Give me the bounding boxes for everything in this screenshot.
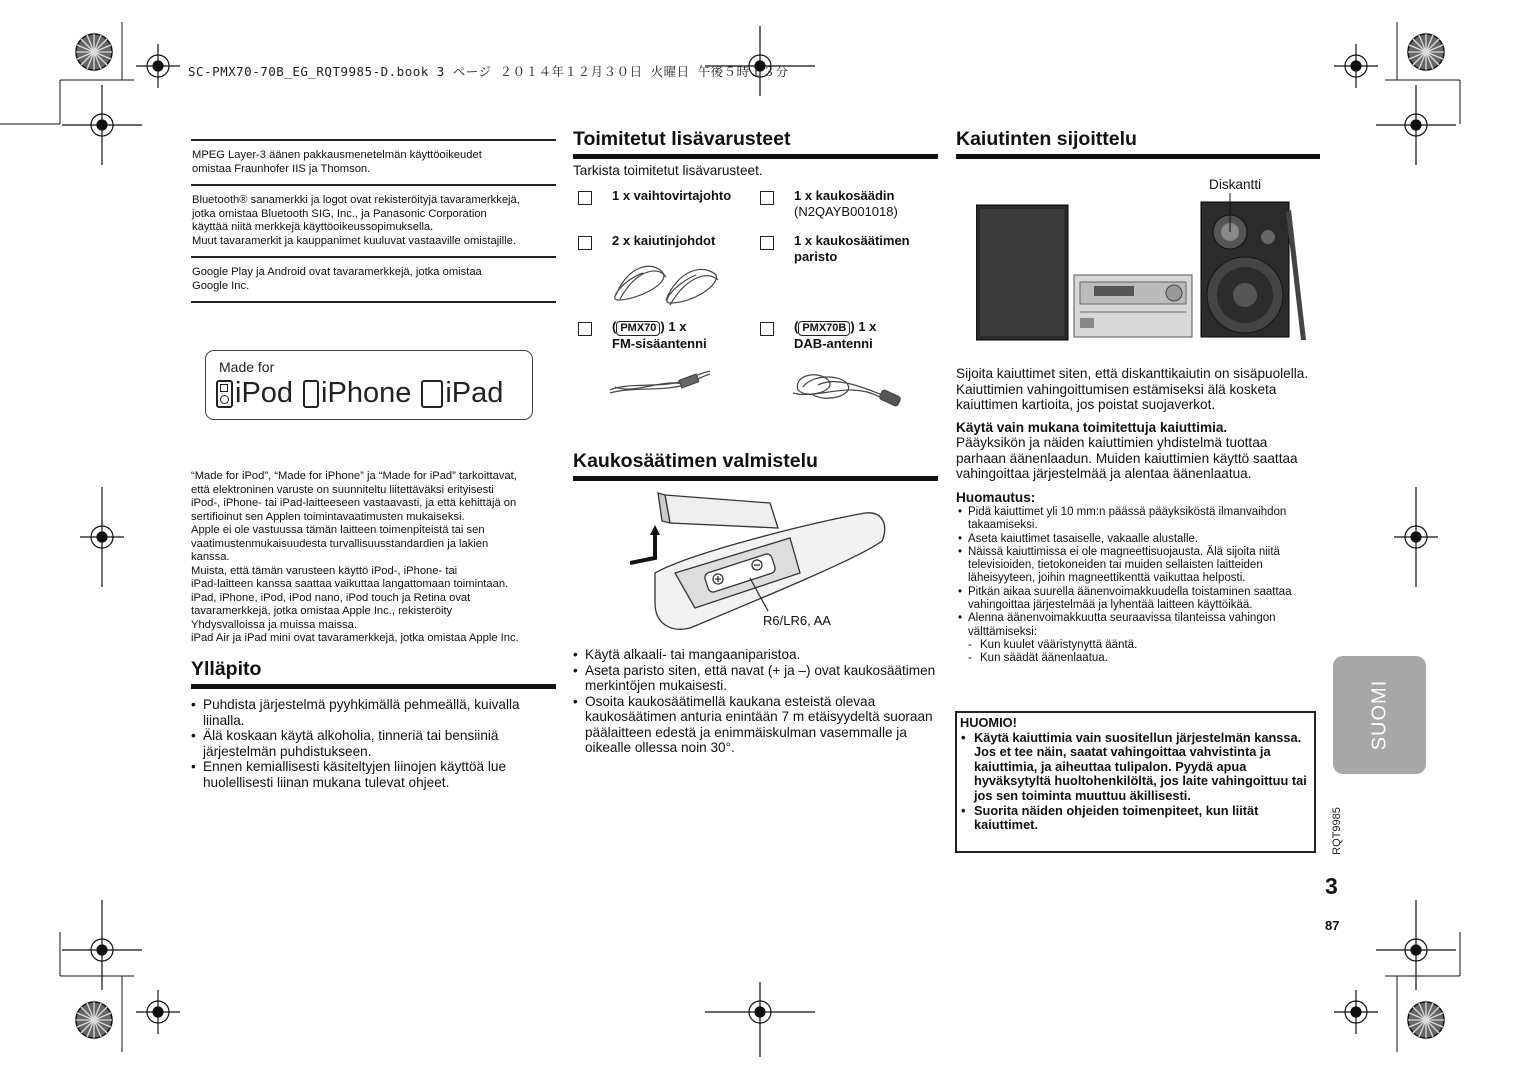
accessory-label: 1 x vaihtovirtajohto bbox=[612, 188, 732, 203]
bluetooth-notice bbox=[191, 184, 556, 256]
checkbox[interactable] bbox=[760, 322, 774, 336]
language-label: SUOMI bbox=[1368, 679, 1390, 751]
speaker-cables-illustration bbox=[608, 255, 723, 310]
made-for-description bbox=[191, 470, 556, 646]
mf-line: iPad Air ja iPad mini ovat tavaramerkkejä, jotka omistaa Apple Inc. bbox=[191, 632, 519, 644]
checkbox[interactable] bbox=[760, 191, 774, 205]
caution-item: • Suorita näiden ohjeiden toimenpiteet, kun liität kaiuttimet. bbox=[960, 804, 1314, 833]
remote-prep-list bbox=[573, 647, 938, 756]
dab-antenna-illustration bbox=[788, 365, 908, 413]
mf-line: että elektroninen varuste on suunniteltu liitettäväksi erityisesti bbox=[191, 483, 494, 496]
bt-line-2: jotka omistaa Bluetooth SIG, Inc., ja Panasonic Corporation bbox=[192, 207, 487, 220]
bt-line-4: Muut tavaramerkit ja kauppanimet kuuluvat vastaaville omistajille. bbox=[192, 234, 516, 247]
ipod-icon bbox=[216, 380, 233, 408]
iphone-label: iPhone bbox=[321, 377, 412, 409]
note-item: • Alenna äänenvoimakkuutta seuraavissa tilanteissa vahingon välttämiseksi: bbox=[956, 612, 1320, 639]
paragraph: Sijoita kaiuttimet siten, että diskanttikaiutin on sisäpuolella. Kaiuttimien vahingoittumisen estämiseksi älä kosketa kaiuttimen kartioita, jos poistat suojaverkot. bbox=[956, 366, 1309, 412]
remote-battery-illustration bbox=[630, 483, 890, 633]
maintenance-section bbox=[191, 657, 556, 790]
list-item: • Osoita kaukosäätimellä kaukana esteistä olevaa kaukosäätimen anturia enintään 7 m etäisyydeltä suoraan päälaitteen edestä ja enimmäiskulman vasemmalle ja oikealle ollessa noin 30°. bbox=[573, 694, 938, 756]
mf-line: iPad, iPhone, iPod, iPod nano, iPod touch ja Retina ovat bbox=[191, 591, 471, 604]
remote-prep-heading: Kaukosäätimen valmistelu bbox=[573, 449, 938, 481]
accessory-model: (N2QAYB001018) bbox=[794, 204, 898, 219]
caution-box bbox=[955, 711, 1316, 853]
accessories-heading: Toimitetut lisävarusteet bbox=[573, 127, 938, 159]
list-item: • Ennen kemiallisesti käsiteltyjen liinojen käyttöä lue huolellisesti liinan mukana tulevat ohjeet. bbox=[191, 759, 556, 790]
speaker-placement-section bbox=[956, 127, 1320, 159]
note-subitem: - Kun säädät äänenlaatua. bbox=[956, 652, 1320, 665]
speaker-system-illustration bbox=[976, 190, 1312, 342]
accessory-label: 1 x bbox=[858, 319, 877, 334]
speaker-placement-text bbox=[956, 366, 1320, 666]
divider bbox=[191, 301, 556, 303]
note-subitem: - Kun kuulet vääristynyttä ääntä. bbox=[956, 639, 1320, 652]
accessory-label-2: FM-sisäantenni bbox=[612, 336, 707, 351]
iphone-icon bbox=[303, 380, 319, 408]
mf-line: iPod-, iPhone- tai iPad-laitteeseen vastaavasti, ja että kehittäjä on bbox=[191, 497, 517, 509]
list-item: • Puhdista järjestelmä pyyhkimällä pehmeällä, kuivalla liinalla. bbox=[191, 697, 556, 728]
mf-line: kanssa. bbox=[191, 551, 230, 563]
mf-line: vaatimustenmukaisuudesta turvallisuusstandardien ja lakien bbox=[191, 537, 489, 550]
list-item: • Älä koskaan käytä alkoholia, tinneriä tai bensiiniä järjestelmän puhdistukseen. bbox=[191, 728, 556, 759]
model-tag: PMX70 bbox=[616, 321, 660, 336]
google-notice bbox=[191, 256, 556, 301]
bt-line-1: Bluetooth® sanamerkki ja logot ovat rekisteröityjä tavaramerkkejä, bbox=[192, 194, 520, 206]
made-for-label: Made for bbox=[219, 359, 275, 375]
google-line-2: Google Inc. bbox=[192, 279, 250, 292]
mf-line: Muista, että tämän varusteen käyttö iPod-, iPhone- tai bbox=[191, 564, 458, 577]
mf-line: Yhdysvalloissa ja muissa maissa. bbox=[191, 618, 358, 631]
mf-line: tavaramerkkejä, jotka omistaa Apple Inc., rekisteröity bbox=[191, 605, 453, 617]
trademark-notices bbox=[191, 139, 556, 303]
bold-heading: Käytä vain mukana toimitettuja kaiuttimia. bbox=[956, 419, 1228, 435]
remote-prep-section bbox=[573, 449, 938, 481]
mpeg-line-2: omistaa Fraunhofer IIS ja Thomson. bbox=[192, 162, 371, 175]
accessory-label: 1 x bbox=[668, 319, 687, 334]
accessory-label: 1 x kaukosäädin bbox=[794, 188, 895, 203]
mf-line: Apple ei ole vastuussa tämän laitteen toimenpiteistä tai sen bbox=[191, 524, 485, 536]
checkbox[interactable] bbox=[578, 191, 592, 205]
caution-item: • Käytä kaiuttimia vain suositellun järjestelmän kanssa. Jos et tee näin, saatat vahingoittaa vahvistinta ja kaiuttimia, ja aiheuttaa tulipalon. Pyydä apua hyväksytyltä huoltohenkilöltä, jos laite vahingoittuu tai jos sen toiminta muuttuu äkillisesti. bbox=[960, 731, 1314, 804]
tweeter-label: Diskantti bbox=[1209, 177, 1262, 192]
document-code: RQT9985 bbox=[1330, 807, 1343, 855]
accessories-subtitle: Tarkista toimitetut lisävarusteet. bbox=[573, 163, 763, 178]
accessory-label: 1 x kaukosäätimen bbox=[794, 233, 910, 248]
note-heading: Huomautus: bbox=[956, 489, 1036, 505]
checkbox[interactable] bbox=[578, 322, 592, 336]
model-tag: PMX70B bbox=[798, 321, 850, 336]
mpeg-line-1: MPEG Layer-3 äänen pakkausmenetelmän käyttöoikeudet bbox=[192, 149, 482, 161]
accessory-label: 2 x kaiutinjohdot bbox=[612, 233, 716, 248]
mf-line: iPad-laitteen kanssa saattaa vaikuttaa langattomaan toimintaan. bbox=[191, 578, 509, 590]
ipad-icon bbox=[421, 380, 443, 408]
accessory-label-2: DAB-antenni bbox=[794, 336, 873, 351]
mf-line: sertifioinut sen Applen toimintavaatimusten mukaiseksi. bbox=[191, 510, 465, 523]
bt-line-3: käyttää niitä merkkejä käyttöoikeussopimuksella. bbox=[192, 221, 434, 233]
page-number: 3 bbox=[1325, 873, 1338, 899]
print-file-header: SC-PMX70-70B_EG_RQT9985-D.book 3 ページ ２０１４年１２月３０日 火曜日 午後５時１３分 bbox=[188, 64, 789, 79]
accessory-label-2: paristo bbox=[794, 249, 838, 264]
checkbox[interactable] bbox=[578, 236, 592, 250]
list-item: • Käytä alkaali- tai mangaaniparistoa. bbox=[573, 647, 938, 663]
caution-title: HUOMIO! bbox=[960, 715, 1017, 730]
note-item: • Pitkän aikaa suurella äänenvoimakkuudella toistaminen saattaa vahingoittaa järjestelmää ja lyhentää laitteen käyttöikää. bbox=[956, 586, 1320, 613]
mf-line: “Made for iPod”, “Made for iPhone” ja “Made for iPad” tarkoittavat, bbox=[191, 470, 517, 482]
note-item: • Pidä kaiuttimet yli 10 mm:n päässä pääyksiköstä ilmanvaihdon takaamiseksi. bbox=[956, 506, 1320, 533]
checkbox[interactable] bbox=[760, 236, 774, 250]
note-item: • Aseta kaiuttimet tasaiselle, vakaalle alustalle. bbox=[956, 533, 1320, 546]
accessories-section bbox=[573, 127, 938, 178]
paragraph: Pääyksikön ja näiden kaiuttimien yhdistelmä tuottaa parhaan äänenlaadun. Muiden kaiuttimien käyttö saattaa vahingoittaa järjestelmää ja alentaa äänenlaatua. bbox=[956, 435, 1298, 481]
google-line-1: Google Play ja Android ovat tavaramerkkejä, jotka omistaa bbox=[192, 266, 482, 278]
ipod-label: iPod bbox=[235, 377, 294, 409]
speaker-placement-heading: Kaiutinten sijoittelu bbox=[956, 127, 1320, 159]
maintenance-heading: Ylläpito bbox=[191, 657, 556, 689]
language-tab bbox=[1333, 656, 1426, 774]
fm-antenna-illustration bbox=[605, 365, 715, 400]
made-for-apple-badge bbox=[205, 350, 533, 420]
ipad-label: iPad bbox=[445, 377, 504, 409]
list-item: • Aseta paristo siten, että navat (+ ja –) ovat kaukosäätimen merkintöjen mukaisesti. bbox=[573, 663, 938, 694]
note-item: • Näissä kaiuttimissa ei ole magneettisuojausta. Älä sijoita niitä televisioiden, tietokoneiden tai muiden sellaisten laitteiden läheisyyteen, joihin magneettikenttä vaikuttaa helposti. bbox=[956, 546, 1320, 586]
page-number-secondary: 87 bbox=[1325, 918, 1340, 933]
mpeg-notice bbox=[191, 139, 556, 184]
battery-type-label: R6/LR6, AA bbox=[763, 613, 831, 628]
